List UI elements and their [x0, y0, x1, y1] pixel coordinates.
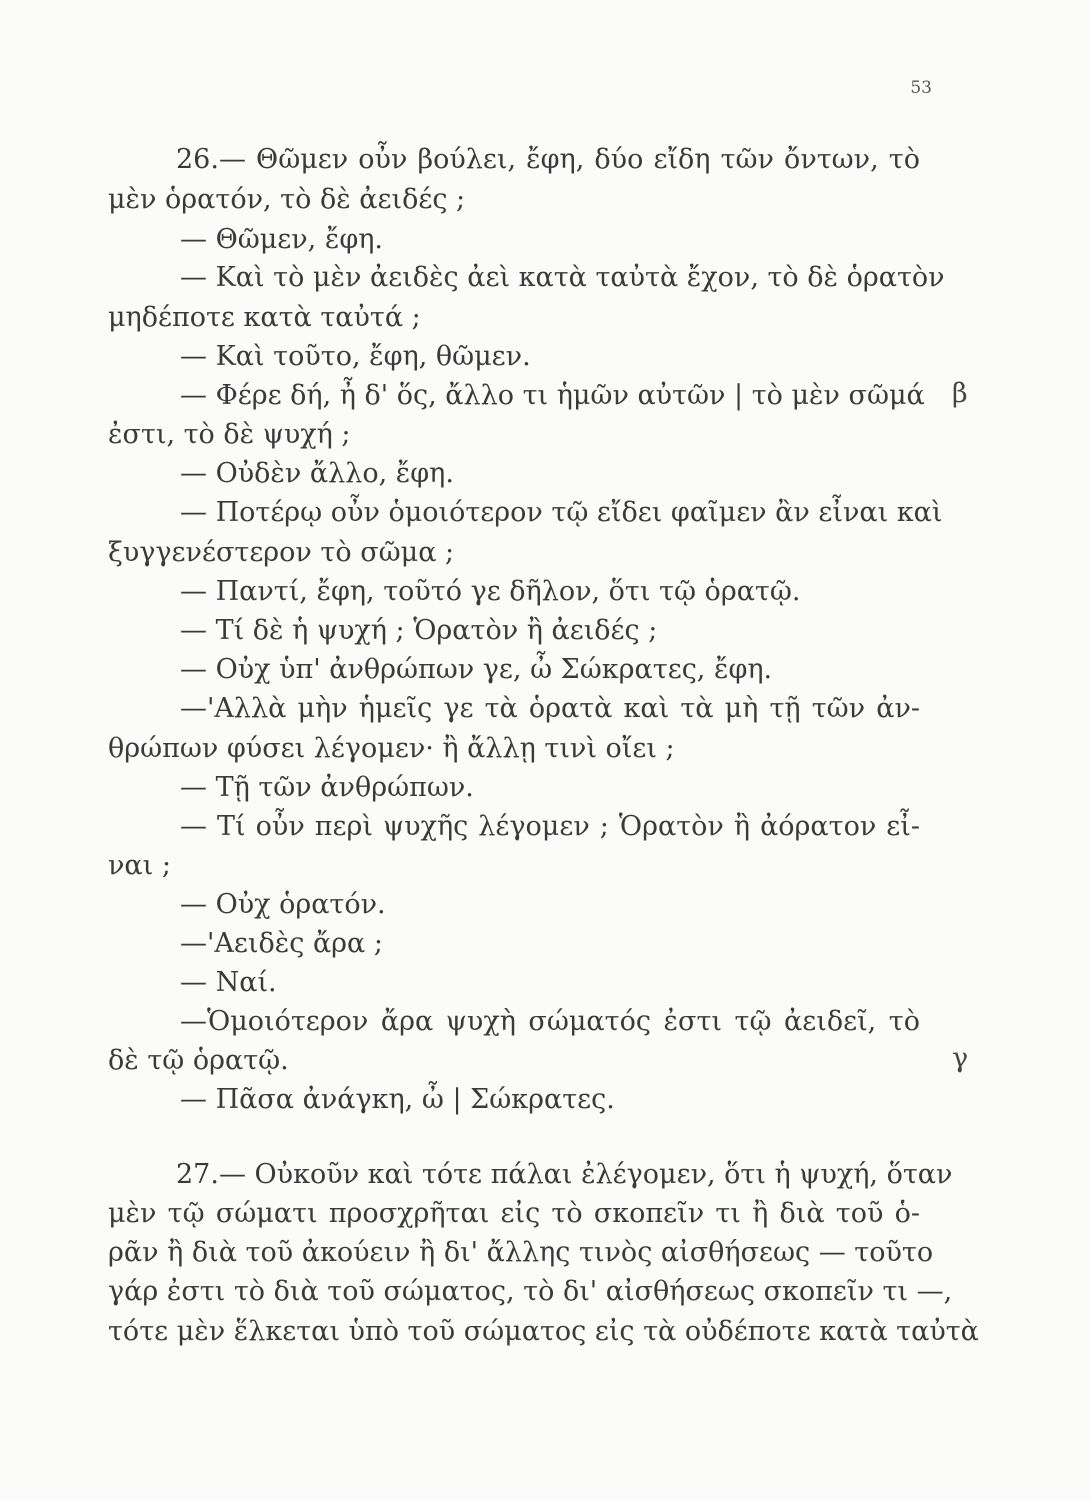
text-line: μηδέποτε κατὰ ταὐτά ; [108, 302, 421, 333]
text-line: — Τί οὖν περὶ ψυχῆς λέγομεν ; Ὁρατὸν ἢ ἀόρατον εἶ- [180, 811, 920, 842]
margin-note-beta: β [952, 378, 968, 409]
text-line: μὲν ὁρατόν, τὸ δὲ ἀειδές ; [108, 184, 466, 215]
text-line: ρᾶν ἢ διὰ τοῦ ἀκούειν ἢ δι' ἄλλης τινὸς αἰσθήσεως — τοῦτο [108, 1237, 934, 1268]
text-line: —Ὁμοιότερον ἄρα ψυχὴ σώματός ἐστι τῷ ἀειδεῖ, τὸ [180, 1006, 920, 1037]
text-line: ἐστι, τὸ δὲ ψυχή ; [108, 419, 351, 450]
text-line: — Ποτέρῳ οὖν ὁμοιότερον τῷ εἴδει φαῖμεν ἂν εἶναι καὶ [180, 497, 943, 528]
text-line: — Οὐδὲν ἄλλο, ἔφη. [180, 458, 454, 489]
text-line: — Οὐχ ὑπ' ἀνθρώπων γε, ὦ Σώκρατες, ἔφη. [180, 654, 773, 685]
text-line: 27.— Οὐκοῦν καὶ τότε πάλαι ἐλέγομεν, ὅτι ἡ ψυχή, ὅταν [176, 1159, 953, 1190]
text-line: γάρ ἐστι τὸ διὰ τοῦ σώματος, τὸ δι' αἰσθήσεως σκοπεῖν τι —, [108, 1276, 953, 1307]
text-line: δὲ τῷ ὁρατῷ. [108, 1045, 289, 1076]
text-line: τότε μὲν ἕλκεται ὑπὸ τοῦ σώματος εἰς τὰ οὐδέποτε κατὰ ταὐτὰ [108, 1316, 979, 1347]
text-line: — Οὐχ ὁρατόν. [180, 889, 386, 920]
text-line: —'Αλλὰ μὴν ἡμεῖς γε τὰ ὁρατὰ καὶ τὰ μὴ τῇ τῶν ἀν- [180, 693, 920, 724]
margin-note-gamma: γ [952, 1043, 969, 1074]
text-line: — Παντί, ἔφη, τοῦτό γε δῆλον, ὅτι τῷ ὁρατῷ. [180, 576, 801, 607]
text-line: — Πᾶσα ἀνάγκη, ὦ | Σώκρατες. [180, 1084, 615, 1115]
text-line: μὲν τῷ σώματι προσχρῆται εἰς τὸ σκοπεῖν τι ἢ διὰ τοῦ ὁ- [108, 1198, 920, 1229]
text-line: — Τῇ τῶν ἀνθρώπων. [180, 772, 474, 803]
text-line: —'Αειδὲς ἄρα ; [180, 928, 383, 959]
text-line: ναι ; [108, 850, 171, 881]
text-line: — Τί δὲ ἡ ψυχή ; Ὁρατὸν ἢ ἀειδές ; [180, 615, 658, 646]
text-line: — Καὶ τὸ μὲν ἀειδὲς ἀεὶ κατὰ ταὐτὰ ἔχον, τὸ δὲ ὁρατὸν [180, 262, 945, 293]
text-line: 26.— Θῶμεν οὖν βούλει, ἔφη, δύο εἴδη τῶν ὄντων, τὸ [176, 144, 920, 175]
text-line: — Φέρε δή, ἦ δ' ὅς, ἄλλο τι ἡμῶν αὐτῶν | τὸ μὲν σῶμά [180, 380, 925, 411]
text-line: — Ναί. [180, 967, 277, 998]
text-line: — Θῶμεν, ἔφη. [180, 224, 384, 255]
page-number: 53 [910, 78, 932, 98]
text-line: — Καὶ τοῦτο, ἔφη, θῶμεν. [180, 341, 531, 372]
text-line: ξυγγενέστερον τὸ σῶμα ; [108, 537, 455, 568]
text-line: θρώπων φύσει λέγομεν· ἢ ἄλλῃ τινὶ οἴει ; [108, 733, 675, 764]
